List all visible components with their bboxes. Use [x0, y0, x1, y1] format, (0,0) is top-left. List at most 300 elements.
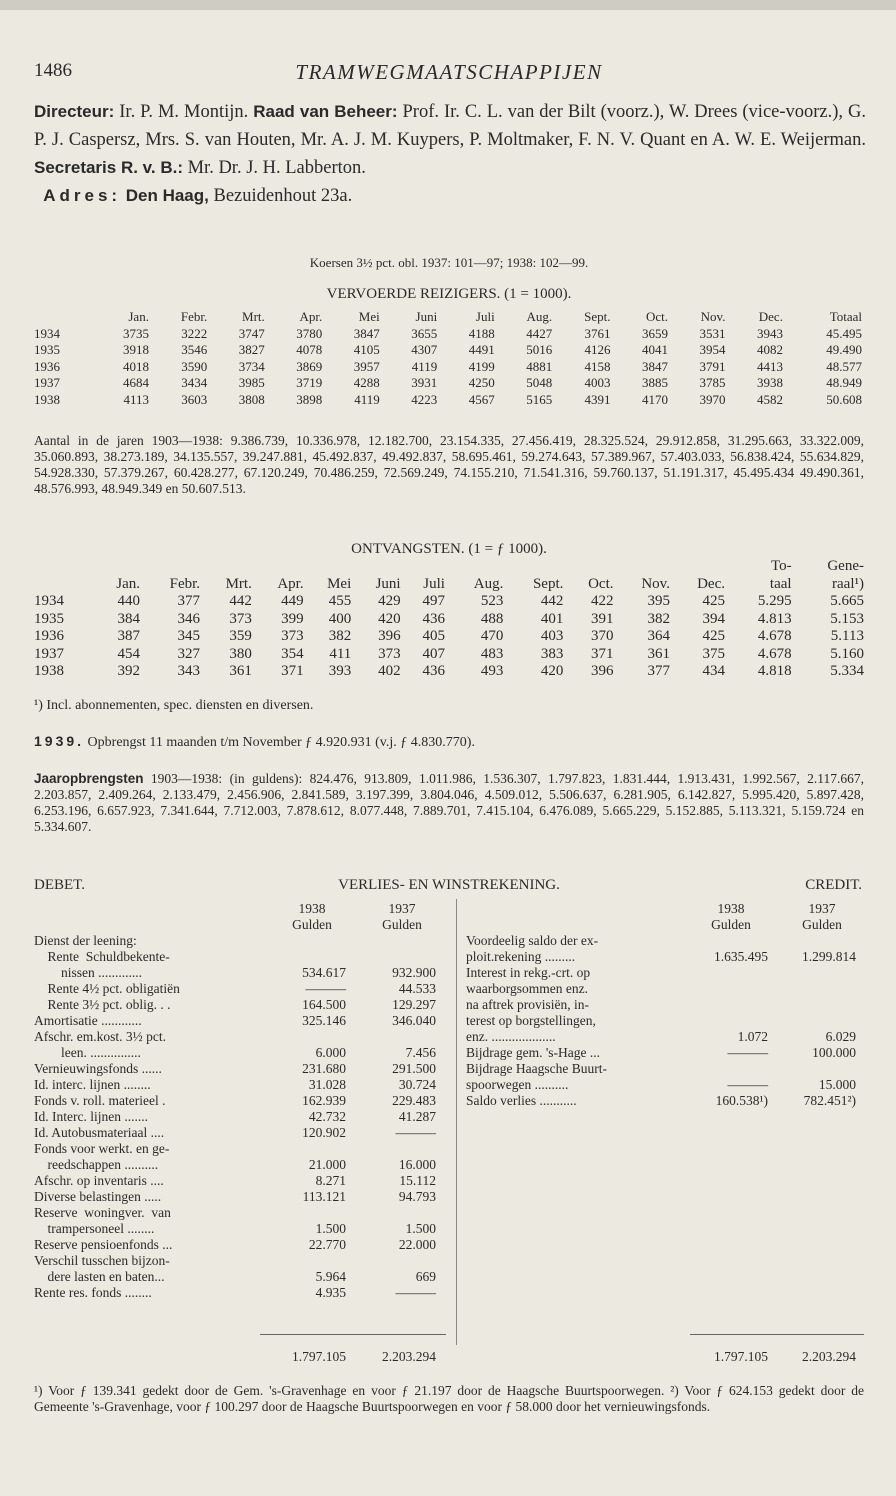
credit-line-value-1938: 1.072: [737, 1029, 768, 1044]
reizigers-value-cell: 4018: [122, 358, 149, 374]
reizigers-year-cell: 1937: [34, 375, 60, 390]
ontvangsten-header-spacer: [401, 558, 445, 576]
ontvangsten-year-cell: 1934: [34, 593, 64, 609]
jaaropbrengsten-label: Jaaropbrengsten: [34, 771, 144, 786]
credit-line: [466, 1077, 864, 1093]
directeur-name: Ir. P. M. Montijn.: [114, 102, 254, 122]
reizigers-value-cell: 3931: [411, 375, 438, 390]
adres-city: Den Haag,: [125, 186, 209, 205]
credit-unit-1938: Gulden: [711, 917, 751, 932]
ontvangsten-value-cell: 434: [702, 663, 725, 679]
bottom-footnotes: ¹) Voor ƒ 139.341 gedekt door de Gem. 's-Gravenhage en voor ƒ 21.197 door de Haagsche Buurtspoorwegen. ²) Voor ƒ 624.153 gedekt door de Gemeente 's-Gravenhage, voor ƒ 100.297 door de Haagsche Buurtspoorwegen en voor ƒ 58.000 door het vernieuwingsfonds.: [34, 1383, 864, 1414]
ontvangsten-year-cell: 1937: [34, 645, 64, 662]
reizigers-value-cell: 4188: [468, 325, 495, 341]
reizigers-value-cell: 3957: [353, 358, 380, 374]
debet-line-label: Id. Interc. lijnen .......: [34, 1109, 148, 1124]
reizigers-value-cell: 3943: [756, 325, 783, 341]
adres-street: Bezuidenhout 23a.: [208, 186, 353, 206]
ontvangsten-value-cell: 383: [540, 645, 564, 662]
koersen-line: Koersen 3½ pct. obl. 1937: 101—97; 1938: 102—99.: [309, 255, 589, 270]
ontvangsten-value-cell: 373: [281, 628, 304, 644]
debet-line-value-1938: 164.500: [302, 997, 346, 1012]
jaaropbrengsten-text: 1903—1938: (in guldens): 824.476, 913.809, 1.011.986, 1.536.307, 1.797.823, 1.831.444, 1.913.431, 1.992.567, 2.117.667, 2.203.857, 2.409.264, 2.133.479, 2.456.906, 2.841.589, 3.197.399, 3.804.046, 4.509.012, 5.506.637, 6.281.905, 6.142.827, 5.995.420, 5.897.428, 6.253.196, 6.657.923, 7.341.644, 7.712.003, 7.878.612, 8.077.448, 7.889.701, 7.415.104, 6.476.089, 5.665.229, 5.152.885, 5.113.321, 5.159.724 en 5.334.607.: [34, 771, 864, 834]
debet-line-value-1937: 15.112: [399, 1173, 436, 1188]
debet-line-value-1938: 4.935: [315, 1285, 346, 1300]
ontvangsten-header-spacer: [503, 558, 563, 576]
reizigers-column-header: Totaal: [829, 309, 862, 324]
debet-line-value-1937: 669: [415, 1269, 436, 1284]
ontvangsten-value-cell: 5.160: [830, 645, 864, 662]
ontvangsten-column-header: Febr.: [169, 575, 201, 592]
ontvangsten-header-spacer: [670, 558, 725, 576]
debet-line-label: Dienst der leening:: [34, 933, 137, 948]
ontvangsten-row: [34, 593, 864, 611]
reizigers-value-cell: 45.495: [826, 325, 862, 341]
ontvangsten-value-cell: 454: [117, 645, 141, 662]
debet-line-value-1937: 30.724: [398, 1077, 436, 1092]
debet-line: [34, 1189, 446, 1205]
credit-year-header: [466, 901, 864, 917]
debet-line-value-1937: ———: [395, 1125, 436, 1140]
reizigers-value-cell: 3747: [238, 325, 265, 341]
credit-year-1937: 1937: [808, 901, 836, 916]
debet-line: [34, 1285, 446, 1301]
reizigers-column-header: Juni: [415, 309, 438, 324]
reizigers-row: [34, 359, 862, 376]
credit-line-label: Bijdrage gem. 's-Hage ...: [466, 1045, 601, 1060]
reizigers-value-cell: 4223: [411, 391, 438, 407]
debet-line-value-1937: 1.500: [405, 1221, 436, 1236]
secretaris-label: Secretaris R. v. B.:: [34, 158, 183, 177]
reizigers-column-header: Mrt.: [242, 309, 265, 324]
reizigers-table: [34, 309, 862, 408]
debet-line-value-1937: 16.000: [398, 1157, 436, 1172]
debet-line: [34, 1237, 446, 1253]
ontvangsten-value-cell: 497: [422, 593, 445, 609]
reizigers-value-cell: 5048: [526, 375, 553, 390]
adres-label: Adres:: [43, 186, 122, 205]
ontvangsten-value-cell: 455: [328, 593, 352, 609]
debet-line-value-1938: 534.617: [302, 965, 346, 980]
ontvangsten-value-cell: 4.818: [757, 663, 792, 679]
ontvangsten-value-cell: 396: [378, 628, 401, 644]
debet-line-value-1937: 44.533: [398, 981, 436, 996]
rekening-title: VERLIES- EN WINSTREKENING.: [338, 877, 560, 893]
ontvangsten-value-cell: 387: [117, 628, 141, 644]
reizigers-value-cell: 4391: [584, 391, 611, 407]
reizigers-value-cell: 3590: [181, 358, 208, 374]
ontvangsten-value-cell: 407: [422, 645, 445, 662]
ontvangsten-value-cell: 391: [591, 610, 614, 627]
reizigers-value-cell: 4582: [756, 391, 783, 407]
credit-line: [466, 1013, 864, 1029]
debet-line-value-1938: 21.000: [308, 1157, 346, 1172]
reizigers-column-header: Juli: [475, 309, 495, 324]
reizigers-column-header: Nov.: [700, 309, 726, 324]
top-border: [0, 0, 896, 10]
debet-line: [34, 1061, 446, 1077]
ontvangsten-column-header: Aug.: [473, 575, 504, 592]
debet-line-label: Rente Schuldbekente-: [34, 949, 170, 964]
credit-line-label: na aftrek provisiën, in-: [466, 997, 589, 1012]
ontvangsten-value-cell: 4.813: [757, 610, 792, 627]
opbrengst-year: 1939.: [34, 733, 85, 749]
credit-line-value-1938: ———: [727, 1077, 768, 1092]
debet-line-label: Rente 3½ pct. oblig. . .: [34, 997, 171, 1012]
reizigers-value-cell: 4427: [526, 325, 553, 341]
reizigers-value-cell: 4041: [641, 342, 668, 357]
reizigers-year-cell: 1938: [34, 391, 60, 407]
reizigers-value-cell: 3869: [296, 358, 323, 374]
ontvangsten-header-top-cell: To-: [770, 558, 792, 574]
reizigers-value-cell: 3531: [699, 325, 726, 341]
debet-line-value-1937: 7.456: [405, 1045, 436, 1060]
debet-line-value-1938: 325.146: [302, 1013, 346, 1028]
debet-line-label: Diverse belastingen .....: [34, 1189, 162, 1204]
reizigers-value-cell: 5165: [526, 391, 553, 407]
reizigers-year-cell: 1935: [34, 342, 60, 357]
ontvangsten-value-cell: 483: [480, 645, 504, 662]
debet-total-rule: [260, 1334, 446, 1335]
debet-line-label: Id. Autobusmateriaal ....: [34, 1125, 165, 1140]
ontvangsten-year-cell: 1938: [34, 663, 64, 679]
debet-line: [34, 1157, 446, 1173]
credit-total-1938: 1.797.105: [714, 1349, 768, 1364]
debet-total-1937: 2.203.294: [382, 1349, 436, 1364]
reizigers-value-cell: 4078: [296, 342, 323, 357]
ontvangsten-column-header: Juli: [423, 575, 445, 592]
ontvangsten-header-spacer: [304, 558, 352, 576]
ontvangsten-value-cell: 401: [540, 610, 564, 627]
credit-line: [466, 997, 864, 1013]
opbrengst-text: Opbrengst 11 maanden t/m November ƒ 4.920.931 (v.j. ƒ 4.830.770).: [84, 735, 475, 750]
ontvangsten-value-cell: 442: [540, 593, 564, 609]
reizigers-value-cell: 3827: [238, 342, 265, 357]
debet-line-value-1937: 22.000: [398, 1237, 436, 1252]
reizigers-value-cell: 3761: [584, 325, 611, 341]
reizigers-column-header: Febr.: [180, 309, 208, 324]
ontvangsten-value-cell: 371: [591, 645, 614, 662]
reizigers-value-cell: 4288: [353, 375, 380, 390]
debet-line-label: dere lasten en baten...: [34, 1269, 165, 1284]
credit-line-value-1937: 100.000: [812, 1045, 856, 1060]
ontvangsten-value-cell: 395: [647, 593, 670, 609]
reizigers-value-cell: 3791: [699, 358, 726, 374]
debet-line-label: Vernieuwingsfonds ......: [34, 1061, 162, 1076]
ontvangsten-value-cell: 5.665: [830, 593, 864, 609]
debet-line-value-1938: 31.028: [308, 1077, 346, 1092]
debet-line-value-1938: 22.770: [308, 1237, 346, 1252]
reizigers-value-cell: 3659: [641, 325, 668, 341]
raad-label: Raad van Beheer:: [253, 102, 398, 121]
ontvangsten-row: [34, 628, 864, 646]
ontvangsten-value-cell: 392: [117, 663, 141, 679]
column-divider: [456, 899, 457, 1345]
running-title: TRAMWEGMAATSCHAPPIJEN: [295, 60, 603, 84]
ontvangsten-column-header: Mei: [327, 575, 352, 592]
credit-line: [466, 949, 864, 965]
ontvangsten-column-header: Mrt.: [225, 575, 252, 592]
debet-line-value-1937: 129.297: [392, 997, 436, 1012]
credit-label: CREDIT.: [805, 877, 862, 893]
reizigers-value-cell: 4491: [468, 342, 495, 357]
ontvangsten-value-cell: 400: [328, 610, 352, 627]
ontvangsten-value-cell: 380: [229, 645, 252, 662]
debet-line-value-1938: 5.964: [315, 1269, 346, 1284]
debet-line: [34, 1269, 446, 1285]
reizigers-value-cell: 48.577: [826, 358, 862, 374]
credit-column: [466, 901, 864, 1109]
ontvangsten-header-spacer: [34, 558, 93, 576]
ontvangsten-value-cell: 364: [647, 628, 670, 644]
reizigers-value-cell: 3808: [238, 391, 265, 407]
debet-line: [34, 1221, 446, 1237]
ontvangsten-value-cell: 420: [378, 610, 401, 627]
reizigers-value-cell: 3985: [238, 375, 265, 390]
credit-line: [466, 965, 864, 981]
credit-year-1938: 1938: [717, 901, 745, 916]
reizigers-value-cell: 4307: [411, 342, 438, 357]
secretaris-name: Mr. Dr. J. H. Labberton.: [182, 158, 366, 178]
reizigers-value-cell: 3885: [641, 375, 668, 390]
ontvangsten-value-cell: 377: [177, 593, 201, 609]
debet-line: [34, 1253, 446, 1269]
debet-line-value-1938: 1.500: [315, 1221, 346, 1236]
credit-total-rule: [690, 1334, 864, 1335]
ontvangsten-value-cell: 4.678: [757, 628, 792, 644]
reizigers-column-header: Mei: [358, 309, 380, 324]
debet-line-value-1938: 113.121: [302, 1189, 346, 1204]
credit-line-label: enz. ...................: [466, 1029, 556, 1044]
credit-line-value-1938: 160.538¹): [715, 1093, 768, 1108]
credit-line-label: waarborgsommen enz.: [466, 981, 588, 996]
reizigers-value-cell: 5016: [526, 342, 553, 357]
debet-total-1938: 1.797.105: [292, 1349, 346, 1364]
ontvangsten-value-cell: 5.295: [757, 593, 792, 609]
credit-line-label: Bijdrage Haagsche Buurt-: [466, 1061, 607, 1076]
debet-line-label: Reserve woningver. van: [34, 1205, 171, 1220]
ontvangsten-value-cell: 420: [540, 663, 564, 679]
ontvangsten-header-spacer: [93, 558, 140, 576]
debet-line-value-1937: 291.500: [392, 1061, 436, 1076]
ontvangsten-value-cell: 373: [229, 610, 252, 627]
debet-line: [34, 1109, 446, 1125]
reizigers-value-cell: 4119: [354, 391, 380, 407]
ontvangsten-header-top-cell: Gene-: [827, 558, 864, 574]
ontvangsten-header-spacer: [351, 558, 400, 576]
debet-line-label: reedschappen ..........: [34, 1157, 159, 1172]
page-number: 1486: [34, 60, 72, 81]
reizigers-value-cell: 3603: [181, 391, 208, 407]
reizigers-column-header: Oct.: [645, 309, 668, 324]
ontvangsten-value-cell: 440: [117, 593, 141, 609]
ontvangsten-value-cell: 493: [480, 663, 504, 679]
debet-line-value-1937: 94.793: [398, 1189, 436, 1204]
reizigers-value-cell: 3734: [238, 358, 265, 374]
reizigers-value-cell: 4413: [756, 358, 783, 374]
ontvangsten-value-cell: 399: [281, 610, 304, 627]
credit-line: [466, 1061, 864, 1077]
ontvangsten-column-header: [34, 576, 93, 594]
ontvangsten-value-cell: 488: [480, 610, 504, 627]
ontvangsten-value-cell: 394: [702, 610, 725, 627]
credit-line-label: terest op borgstellingen,: [466, 1013, 596, 1028]
reizigers-value-cell: 3434: [181, 375, 208, 390]
debet-line: [34, 1029, 446, 1045]
reizigers-value-cell: 3546: [181, 342, 208, 357]
ontvangsten-value-cell: 377: [647, 663, 670, 679]
debet-label: DEBET.: [34, 877, 85, 893]
debet-line-value-1937: 41.287: [398, 1109, 436, 1124]
credit-total-1937: 2.203.294: [802, 1349, 856, 1364]
debet-line: [34, 949, 446, 965]
reizigers-value-cell: 4119: [411, 358, 438, 374]
reizigers-value-cell: 3655: [411, 325, 438, 341]
reizigers-row: [34, 342, 862, 359]
reizigers-value-cell: 50.608: [826, 391, 862, 407]
debet-line-label: nissen .............: [34, 965, 142, 980]
debet-line-label: Rente res. fonds ........: [34, 1285, 152, 1300]
debet-line-label: Afschr. op inventaris ....: [34, 1173, 164, 1188]
debet-line: [34, 1173, 446, 1189]
ontvangsten-header-spacer: [563, 558, 613, 576]
debet-line-value-1938: 8.271: [315, 1173, 346, 1188]
debet-line: [34, 933, 446, 949]
debet-line-label: Id. interc. lijnen ........: [34, 1077, 151, 1092]
ontvangsten-value-cell: 402: [378, 663, 401, 679]
jaaropbrengsten-paragraph: [34, 771, 864, 835]
credit-line-label: Interest in rekg.-crt. op: [466, 965, 591, 980]
reizigers-value-cell: 3954: [699, 342, 726, 357]
credit-lines: [466, 933, 864, 1109]
ontvangsten-header-spacer: [200, 558, 252, 576]
ontvangsten-year-cell: 1936: [34, 628, 64, 644]
reizigers-column-header: Sept.: [584, 309, 611, 324]
ontvangsten-value-cell: 5.334: [830, 663, 864, 679]
debet-line-value-1938: 42.732: [308, 1109, 346, 1124]
debet-unit-header: [34, 917, 446, 933]
debet-line-label: Fonds voor werkt. en ge-: [34, 1141, 170, 1156]
ontvangsten-value-cell: 359: [229, 628, 252, 644]
credit-line-value-1937: 782.451²): [803, 1093, 856, 1108]
debet-line: [34, 1205, 446, 1221]
debet-line: [34, 1093, 446, 1109]
reizigers-value-cell: 4567: [468, 391, 495, 407]
ontvangsten-row: [34, 646, 864, 664]
reizigers-year-cell: 1936: [34, 358, 60, 374]
ontvangsten-year-cell: 1935: [34, 610, 64, 627]
ontvangsten-title: ONTVANGSTEN. (1 = ƒ 1000).: [351, 541, 547, 557]
ontvangsten-value-cell: 5.113: [830, 628, 864, 644]
reizigers-value-cell: 4105: [353, 342, 380, 357]
credit-line-label: ploit.rekening .........: [466, 949, 576, 964]
ontvangsten-value-cell: 327: [177, 645, 201, 662]
reizigers-header-row: [34, 309, 862, 326]
ontvangsten-value-cell: 343: [177, 663, 201, 679]
ontvangsten-value-cell: 384: [117, 610, 141, 627]
page-header: [34, 60, 864, 90]
debet-line: [34, 965, 446, 981]
ontvangsten-value-cell: 345: [177, 628, 201, 644]
ontvangsten-value-cell: 425: [702, 628, 725, 644]
ontvangsten-value-cell: 425: [702, 593, 725, 609]
ontvangsten-column-header: Juni: [375, 575, 401, 592]
ontvangsten-value-cell: 371: [281, 663, 304, 679]
credit-line: [466, 933, 864, 949]
ontvangsten-header-spacer: [445, 558, 503, 576]
ontvangsten-value-cell: 403: [540, 628, 564, 644]
credit-line: [466, 1029, 864, 1045]
reizigers-value-cell: 3938: [756, 375, 783, 390]
ontvangsten-value-cell: 346: [177, 610, 201, 627]
reizigers-column-header: [34, 309, 91, 326]
debet-line-label: Afschr. em.kost. 3½ pct.: [34, 1029, 166, 1044]
ontvangsten-header-row: [34, 576, 864, 594]
debet-line-label: Verschil tusschen bijzon-: [34, 1253, 170, 1268]
ontvangsten-value-cell: 442: [229, 593, 252, 609]
credit-unit-1937: Gulden: [802, 917, 842, 932]
ontvangsten-column-header: taal: [769, 575, 792, 592]
debet-line-value-1937: ———: [395, 1285, 436, 1300]
reizigers-value-cell: 48.949: [826, 375, 862, 390]
reizigers-row: [34, 326, 862, 343]
reizigers-column-header: Aug.: [526, 309, 553, 324]
ontvangsten-row: [34, 611, 864, 629]
ontvangsten-value-cell: 382: [647, 610, 670, 627]
credit-line-value-1938: ———: [727, 1045, 768, 1060]
ontvangsten-footnote: ¹) Incl. abonnementen, spec. diensten en diversen.: [34, 698, 314, 713]
ontvangsten-column-header: Oct.: [588, 575, 614, 592]
reizigers-year-cell: 1934: [34, 325, 60, 341]
debet-line-label: Reserve pensioenfonds ...: [34, 1237, 173, 1252]
debet-line-value-1937: 346.040: [392, 1013, 436, 1028]
debet-line-label: Fonds v. roll. materieel .: [34, 1093, 166, 1108]
debet-line: [34, 981, 446, 997]
debet-line-label: Amortisatie ............: [34, 1013, 142, 1028]
ontvangsten-value-cell: 429: [378, 593, 401, 609]
debet-line-value-1938: 120.902: [302, 1125, 346, 1140]
ontvangsten-value-cell: 396: [591, 663, 614, 679]
reizigers-value-cell: 3898: [296, 391, 323, 407]
debet-line: [34, 997, 446, 1013]
debet-line: [34, 1013, 446, 1029]
reizigers-value-cell: 4170: [641, 391, 668, 407]
reizigers-value-cell: 3222: [181, 325, 208, 341]
debet-year-1937: 1937: [388, 901, 416, 916]
reizigers-value-cell: 49.490: [826, 342, 862, 357]
reizigers-value-cell: 4250: [468, 375, 495, 390]
ontvangsten-value-cell: 373: [378, 645, 401, 662]
ontvangsten-header-spacer: [252, 558, 304, 576]
credit-line-value-1937: 1.299.814: [802, 949, 856, 964]
credit-unit-header: [466, 917, 864, 933]
reizigers-row: [34, 375, 862, 392]
credit-line: [466, 1045, 864, 1061]
ontvangsten-column-header: raal¹): [832, 575, 864, 592]
ontvangsten-value-cell: 449: [281, 593, 304, 609]
ontvangsten-value-cell: 361: [647, 645, 670, 662]
ontvangsten-column-header: Nov.: [641, 575, 670, 592]
ontvangsten-value-cell: 422: [591, 593, 614, 609]
reizigers-value-cell: 4881: [526, 358, 553, 374]
reizigers-value-cell: 3847: [353, 325, 380, 341]
debet-lines: [34, 933, 446, 1301]
reizigers-value-cell: 4003: [584, 375, 611, 390]
credit-line-value-1937: 6.029: [825, 1029, 856, 1044]
reizigers-value-cell: 4126: [584, 342, 611, 357]
debet-line-value-1937: 229.483: [392, 1093, 436, 1108]
credit-line-value-1937: 15.000: [818, 1077, 856, 1092]
